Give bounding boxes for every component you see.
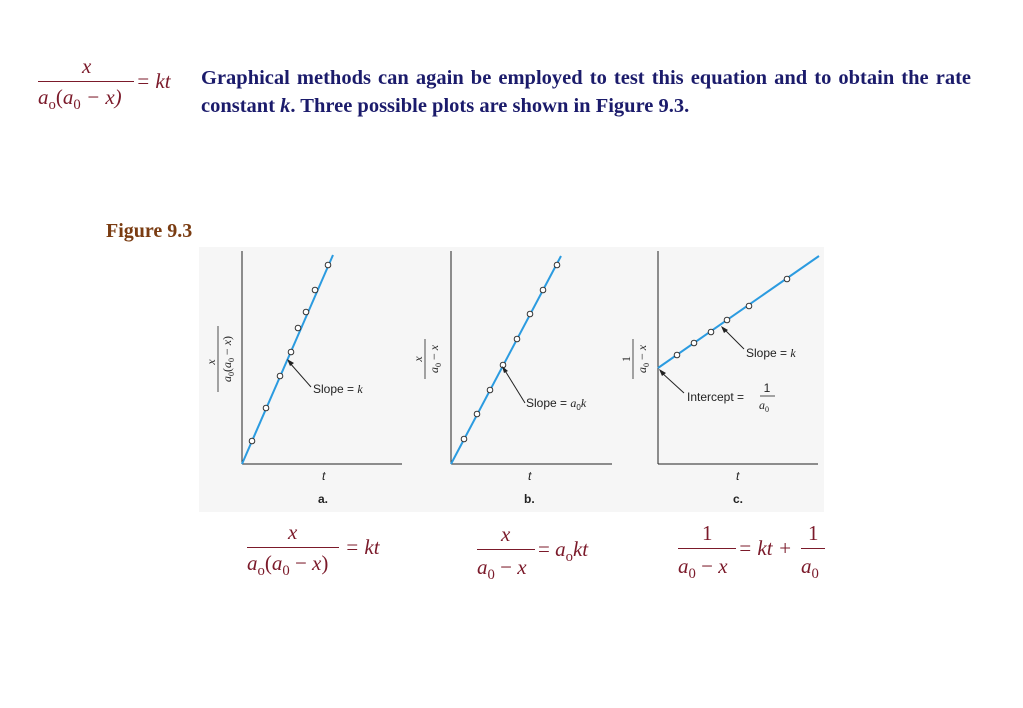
plot-b-point — [514, 336, 520, 342]
plot-a-point — [249, 438, 255, 444]
intro-paragraph: Graphical methods can again be employed to test this equation and to obtain the rate constant k. Three possible plots are shown in Figure 9.3. — [201, 67, 971, 117]
svg-text:a0 − x: $a_0 - x$ — [427, 344, 443, 374]
plot-a-point — [295, 325, 301, 331]
plot-c-intercept-arrow — [661, 372, 684, 393]
eq-a-denominator: $a_o(a_0 - x)$ — [247, 551, 329, 580]
top-eq-rhs: = kt — [136, 69, 171, 93]
plot-a-x-label: t — [322, 469, 326, 483]
bottom-equation-c — [676, 519, 836, 581]
bottom-equation-b — [475, 520, 615, 582]
plot-a-point — [288, 349, 294, 355]
plot-c-point — [746, 303, 752, 309]
plot-b-annotation: Slope = $a_0k$ — [526, 396, 587, 412]
plot-b — [411, 251, 612, 506]
plot-a-point — [263, 405, 269, 411]
plot-b-point — [540, 287, 546, 293]
eq-a-rhs: = kt — [345, 535, 380, 559]
plot-c-point — [674, 352, 680, 358]
plot-a-arrowhead — [287, 359, 294, 366]
plot-c-point — [708, 329, 714, 335]
eq-c-mid: = kt + — [738, 536, 792, 560]
plot-c — [619, 251, 819, 506]
plot-a — [204, 251, 402, 506]
figure-svg — [199, 247, 824, 512]
svg-text:1: 1 — [763, 381, 771, 395]
plot-a-point — [303, 309, 309, 315]
plot-b-arrow — [504, 369, 525, 403]
plot-a-point — [312, 287, 318, 293]
svg-text:x: x — [204, 359, 218, 365]
eq-c-fraction-bar2 — [801, 548, 825, 549]
eq-c-numerator: 1 — [702, 521, 713, 545]
top-eq-denominator: $a_o(a_0 - x)$ — [38, 85, 122, 114]
plot-c-point — [784, 276, 790, 282]
plot-a-point — [325, 262, 331, 268]
plot-a-panel-label: a. — [318, 492, 329, 506]
eq-b-numerator: x — [501, 522, 511, 546]
plot-b-x-label: t — [528, 469, 532, 483]
plot-b-point — [461, 436, 467, 442]
plot-b-point — [527, 311, 533, 317]
plot-c-x-label: t — [736, 469, 740, 483]
plot-a-y-label — [204, 326, 236, 392]
svg-text:x: x — [411, 356, 425, 362]
plot-c-annotation: Slope = k — [746, 346, 796, 360]
eq-b-rhs: = $a_okt$ — [538, 537, 589, 566]
plot-a-arrow — [289, 362, 311, 387]
eq-b-denominator: $a_0 - x$ — [477, 555, 527, 584]
eq-c-denominator2: $a_0$ — [801, 554, 819, 583]
eq-a-fraction-bar — [247, 547, 339, 548]
svg-text:1: 1 — [619, 356, 633, 362]
plot-a-annotation: Slope = k — [313, 382, 363, 396]
plot-b-panel-label: b. — [524, 492, 535, 506]
svg-text:a0: $a_0$ — [759, 398, 769, 414]
plot-c-panel-label: c. — [733, 492, 744, 506]
plot-b-point — [487, 387, 493, 393]
rate-constant-k: k — [280, 95, 291, 117]
eq-b-fraction-bar — [477, 549, 535, 550]
top-eq-fraction-bar — [38, 81, 134, 82]
plot-c-annotation2: Intercept = — [687, 390, 745, 404]
eq-a-numerator: x — [288, 520, 298, 544]
eq-c-denominator: $a_0 - x$ — [678, 554, 728, 583]
plot-a-point — [277, 373, 283, 379]
plot-c-y-label — [619, 339, 651, 379]
top-equation — [36, 52, 186, 114]
plot-c-intercept-fraction — [759, 381, 775, 414]
top-eq-numerator: x — [82, 54, 92, 78]
eq-c-numerator2: 1 — [808, 521, 819, 545]
bottom-equation-a — [245, 518, 395, 580]
figure-9-3 — [199, 247, 824, 512]
plot-b-point — [474, 411, 480, 417]
svg-text:a0(a0 − x): $a_0(a_0 - x)$ — [220, 335, 236, 383]
svg-text:a0 − x: $a_0 - x$ — [635, 344, 651, 374]
figure-title: Figure 9.3 — [106, 220, 193, 242]
plot-c-point — [724, 317, 730, 323]
plot-b-y-label — [411, 339, 443, 379]
plot-c-point — [691, 340, 697, 346]
plot-b-point — [554, 262, 560, 268]
eq-c-fraction-bar — [678, 548, 736, 549]
plot-c-slope-arrow — [724, 329, 744, 349]
